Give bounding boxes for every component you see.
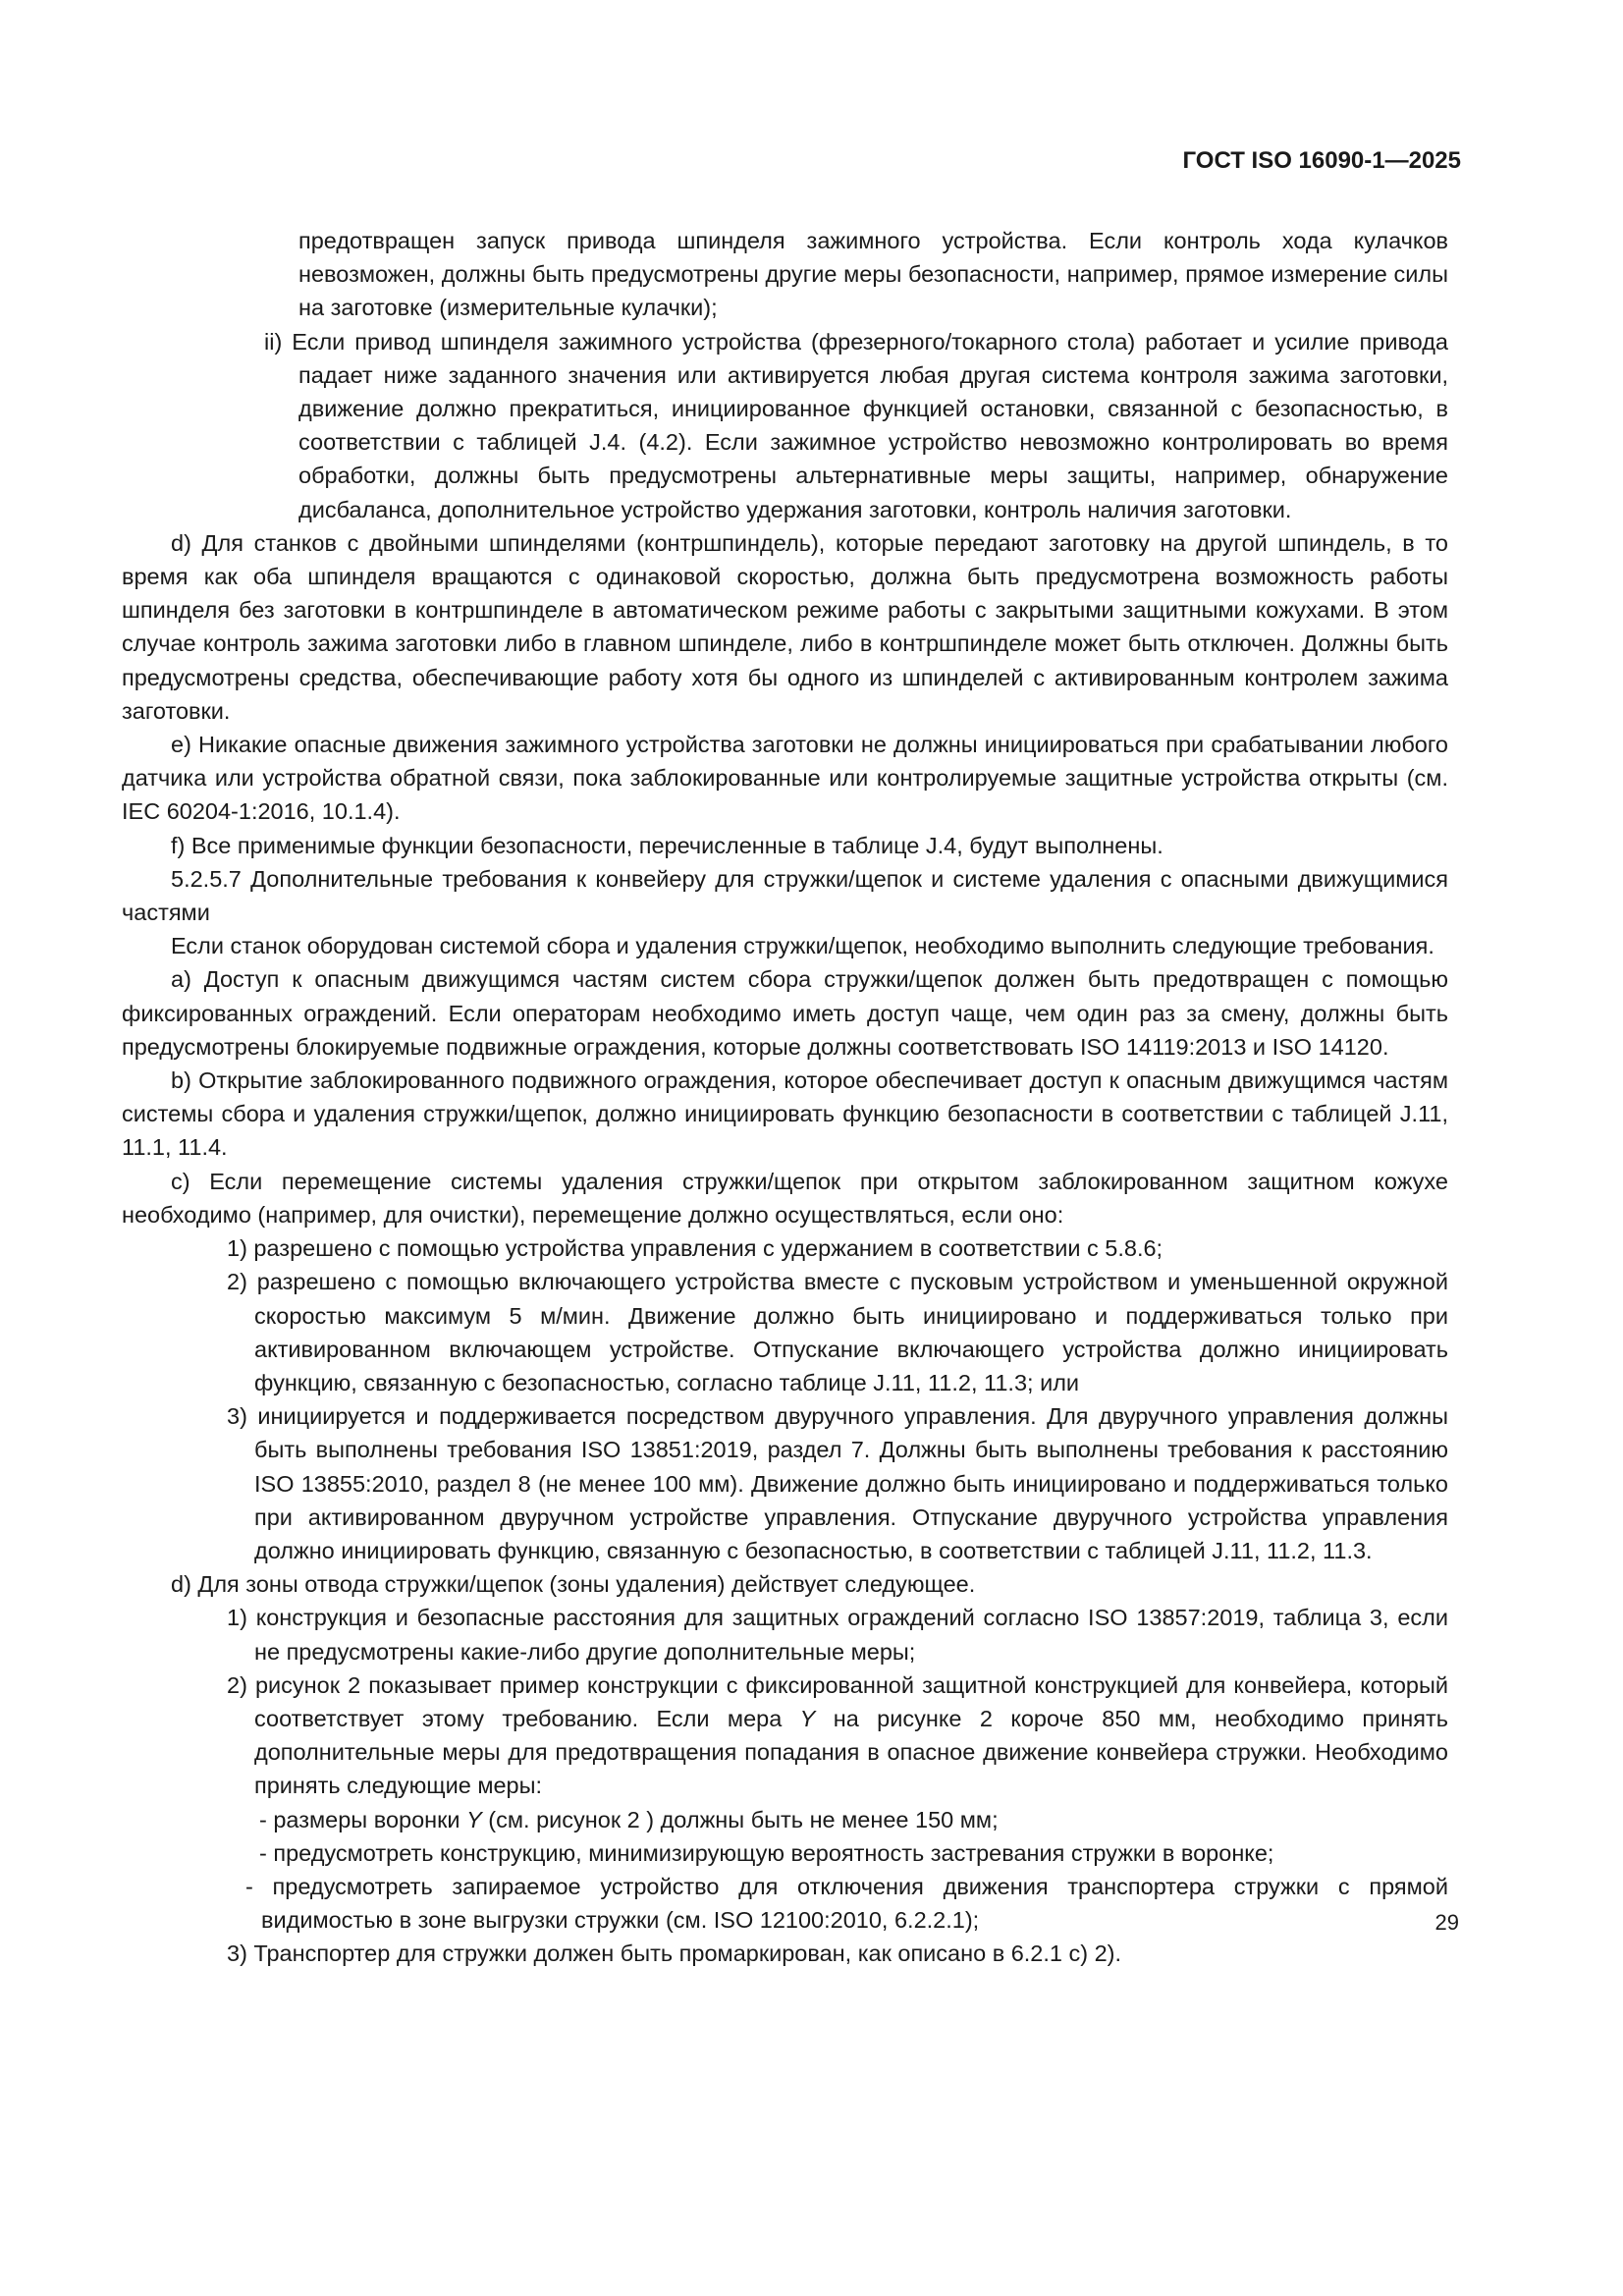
paragraph-d: d) Для станков с двойными шпинделями (контршпиндель), которые передают заготовку на другой шпиндель, в то время как оба шпинделя вращаются с одинаковой скоростью, должна быть предусмотрена возможность работы шпинделя без заготовки в контршпинделе в автоматическом режиме работы с закрытыми защитными кожухами. В этом случае контроль зажима заготовки либо в главном шпинделе, либо в контршпинделе может быть отключен. Должны быть предусмотрены средства, обеспечивающие работу хотя бы одного из шпинделей с активированным контролем зажима заготовки. <box>122 529 1448 724</box>
paragraph-continuation: предотвращен запуск привода шпинделя зажимного устройства. Если контроль хода кулачков невозможен, должны быть предусмотрены другие меры безопасности, например, прямое измерение силы на заготовке (измерительные кулачки); <box>298 228 1448 321</box>
list-item-d1: 1) конструкция и безопасные расстояния для защитных ограждений согласно ISO 13857:2019, таблица 3, если не предусмотрены какие-либо другие дополнительные меры; <box>227 1605 1448 1665</box>
document-header: ГОСТ ISO 16090-1—2025 <box>1182 147 1461 174</box>
paragraph-f: f) Все применимые функции безопасности, перечисленные в таблице J.4, будут выполнены. <box>171 832 1163 858</box>
paragraph-a: a) Доступ к опасным движущимся частям систем сбора стружки/щепок должен быть предотвращен с помощью фиксированных ограждений. Если операторам необходимо иметь доступ чаще, чем один раз за смену, должны быть предусмотрены блокируемые подвижные ограждения, которые должны соответствовать ISO 14119:2013 и ISO 14120. <box>122 966 1448 1060</box>
list-item-d3: 3) Транспортер для стружки должен быть промаркирован, как описано в 6.2.1 c) 2). <box>227 1941 1122 1967</box>
list-item-c1: 1) разрешено с помощью устройства управления с удержанием в соответствии с 5.8.6; <box>227 1235 1163 1262</box>
bullet-item-1: - размеры воронки Y (см. рисунок 2 ) должны быть не менее 150 мм; <box>259 1806 999 1832</box>
paragraph-intro: Если станок оборудован системой сбора и удаления стружки/щепок, необходимо выполнить следующие требования. <box>171 933 1434 959</box>
paragraph-c: c) Если перемещение системы удаления стружки/щепок при открытом заблокированном защитном кожухе необходимо (например, для очистки), перемещение должно осуществляться, если оно: <box>122 1168 1448 1228</box>
section-heading-5-2-5-7: 5.2.5.7 Дополнительные требования к конвейеру для стружки/щепок и системе удаления с опасными движущимися частями <box>122 865 1448 926</box>
bullet-item-3: - предусмотреть запираемое устройство для отключения движения транспортера стружки с прямой видимостью в зоне выгрузки стружки (см. ISO 12100:2010, 6.2.2.1); <box>245 1873 1448 1934</box>
paragraph-d2: d) Для зоны отвода стружки/щепок (зоны удаления) действует следующее. <box>171 1571 976 1598</box>
document-body <box>122 224 1448 1971</box>
paragraph-e: e) Никакие опасные движения зажимного устройства заготовки не должны инициироваться при срабатывании любого датчика или устройства обратной связи, пока заблокированные или контролируемые защитные устройства открыты (см. IEC 60204-1:2016, 10.1.4). <box>122 732 1448 825</box>
bullet-item-2: - предусмотреть конструкцию, минимизирующую вероятность застревания стружки в воронке; <box>259 1839 1274 1866</box>
list-item-d2: 2) рисунок 2 показывает пример конструкции с фиксированной защитной конструкцией для конвейера, который соответствует этому требованию. Если мера Y на рисунке 2 короче 850 мм, необходимо принять дополнительные меры для предотвращения попадания в опасное движение конвейера стружки. Необходимо принять следующие меры: <box>227 1671 1448 1799</box>
page-number: 29 <box>1434 1910 1459 1935</box>
paragraph-b: b) Открытие заблокированного подвижного ограждения, которое обеспечивает доступ к опасным движущимся частям системы сбора и удаления стружки/щепок, должно инициировать функцию безопасности в соответствии с таблицей J.11, 11.1, 11.4. <box>122 1067 1448 1161</box>
list-item-ii: ii) Если привод шпинделя зажимного устройства (фрезерного/токарного стола) работает и усилие привода падает ниже заданного значения или активируется любая другая система контроля зажима заготовки, движение должно прекратиться, инициированное функцией остановки, связанной с безопасностью, в соответствии с таблицей J.4. (4.2). Если зажимное устройство невозможно контролировать во время обработки, должны быть предусмотрены альтернативные меры защиты, например, обнаружение дисбаланса, дополнительное устройство удержания заготовки, контроль наличия заготовки. <box>264 328 1448 522</box>
list-item-c2: 2) разрешено с помощью включающего устройства вместе с пусковым устройством и уменьшенной окружной скоростью максимум 5 м/мин. Движение должно быть инициировано и поддерживаться только при активированном включающем устройстве. Отпускание включающего устройства должно инициировать функцию, связанную с безопасностью, согласно таблице J.11, 11.2, 11.3; или <box>227 1269 1448 1395</box>
list-item-c3: 3) инициируется и поддерживается посредством двуручного управления. Для двуручного управления должны быть выполнены требования ISO 13851:2019, раздел 7. Должны быть выполнены требования к расстоянию ISO 13855:2010, раздел 8 (не менее 100 мм). Движение должно быть инициировано и поддерживаться только при активированном двуручном устройстве управления. Отпускание двуручного устройства управления должно инициировать функцию, связанную с безопасностью, в соответствии с таблицей J.11, 11.2, 11.3. <box>227 1403 1448 1563</box>
